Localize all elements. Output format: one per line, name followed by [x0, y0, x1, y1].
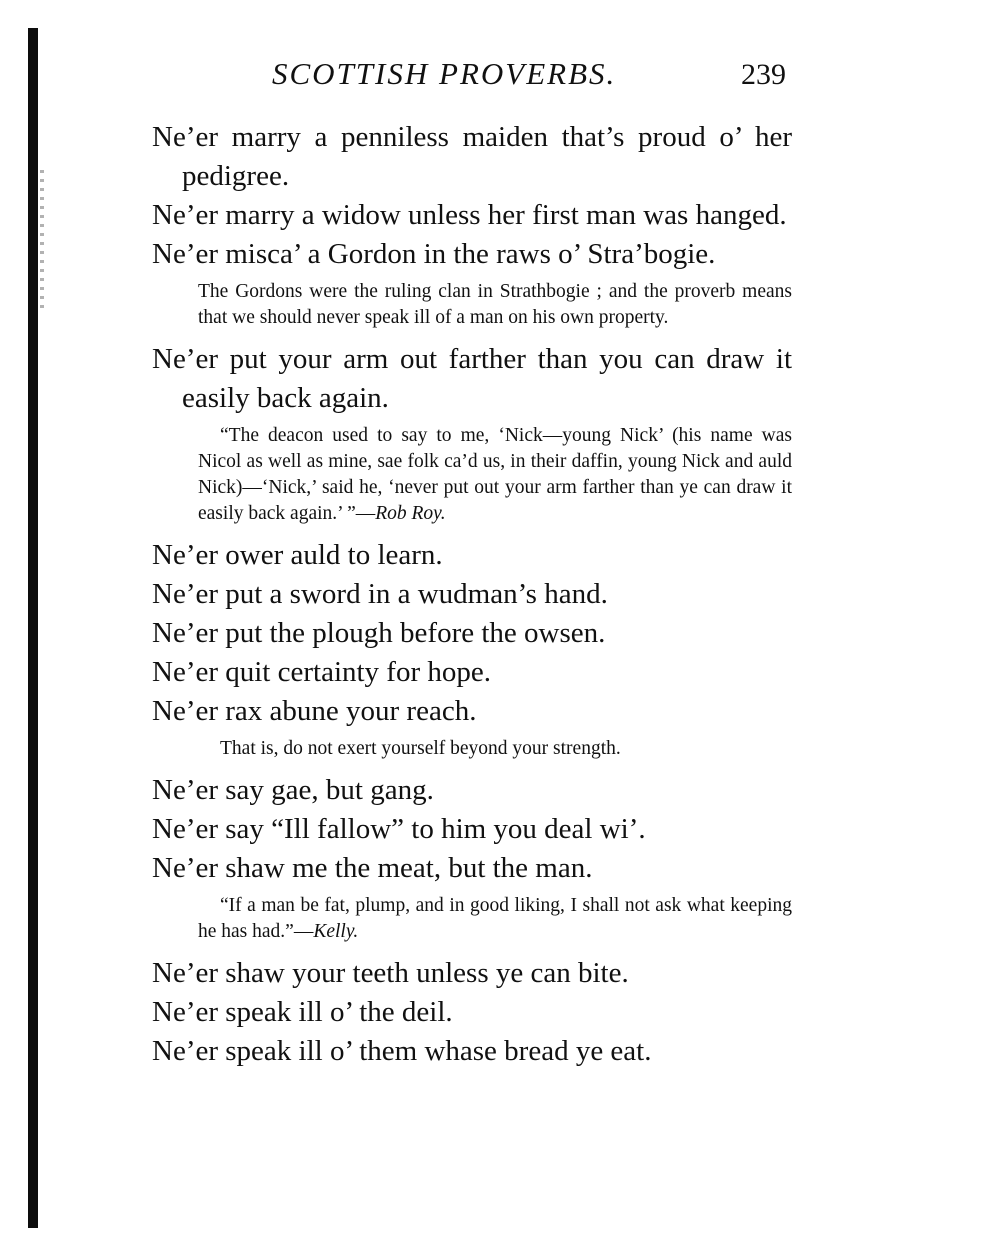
note-citation: Rob Roy.	[375, 503, 446, 524]
proverb-list	[152, 118, 792, 1071]
proverb: Ne’er say “Ill fallow” to him you deal wi’.	[152, 813, 646, 845]
proverb-note	[198, 893, 792, 945]
page-number: 239	[741, 58, 786, 91]
proverb: Ne’er rax abune your reach.	[152, 695, 477, 727]
proverb: Ne’er put the plough before the owsen.	[152, 617, 606, 649]
proverb: Ne’er shaw your teeth unless ye can bite.	[152, 957, 629, 989]
proverb-note: That is, do not exert yourself beyond your strength.	[220, 738, 621, 759]
proverb: Ne’er quit certainty for hope.	[152, 656, 491, 688]
proverb: Ne’er marry a widow unless her first man was hanged.	[152, 199, 787, 231]
binding-edge-texture	[40, 170, 44, 310]
binding-edge	[28, 28, 38, 1228]
proverb: Ne’er ower auld to learn.	[152, 539, 443, 571]
proverb: Ne’er marry a penniless maiden that’s proud o’ her pedigree.	[152, 121, 792, 192]
running-head	[240, 56, 800, 102]
proverb: Ne’er shaw me the meat, but the man.	[152, 852, 593, 884]
proverb: Ne’er put a sword in a wudman’s hand.	[152, 578, 608, 610]
proverb: Ne’er say gae, but gang.	[152, 774, 434, 806]
running-title: SCOTTISH PROVERBS.	[272, 56, 617, 91]
note-citation: Kelly.	[313, 921, 359, 942]
proverb: Ne’er speak ill o’ them whase bread ye eat.	[152, 1035, 652, 1067]
proverb-note: The Gordons were the ruling clan in Strathbogie ; and the proverb means that we should never speak ill of a man on his own property.	[198, 281, 792, 328]
proverb: Ne’er put your arm out farther than you can draw it easily back again.	[152, 343, 792, 414]
proverb: Ne’er speak ill o’ the deil.	[152, 996, 453, 1028]
proverb: Ne’er misca’ a Gordon in the raws o’ Stra’bogie.	[152, 238, 716, 270]
note-quote: “If a man be fat, plump, and in good liking, I shall not ask what keeping he has had.”—	[198, 895, 792, 942]
proverb-note	[198, 423, 792, 527]
note-quote: “The deacon used to say to me, ‘Nick—young Nick’ (his name was Nicol as well as mine, sae folk ca’d us, in their daffin, young Nick and auld Nick)—‘Nick,’ said he, ‘never put out your arm farther than ye can draw it easily back again.’ ”—	[198, 425, 792, 524]
